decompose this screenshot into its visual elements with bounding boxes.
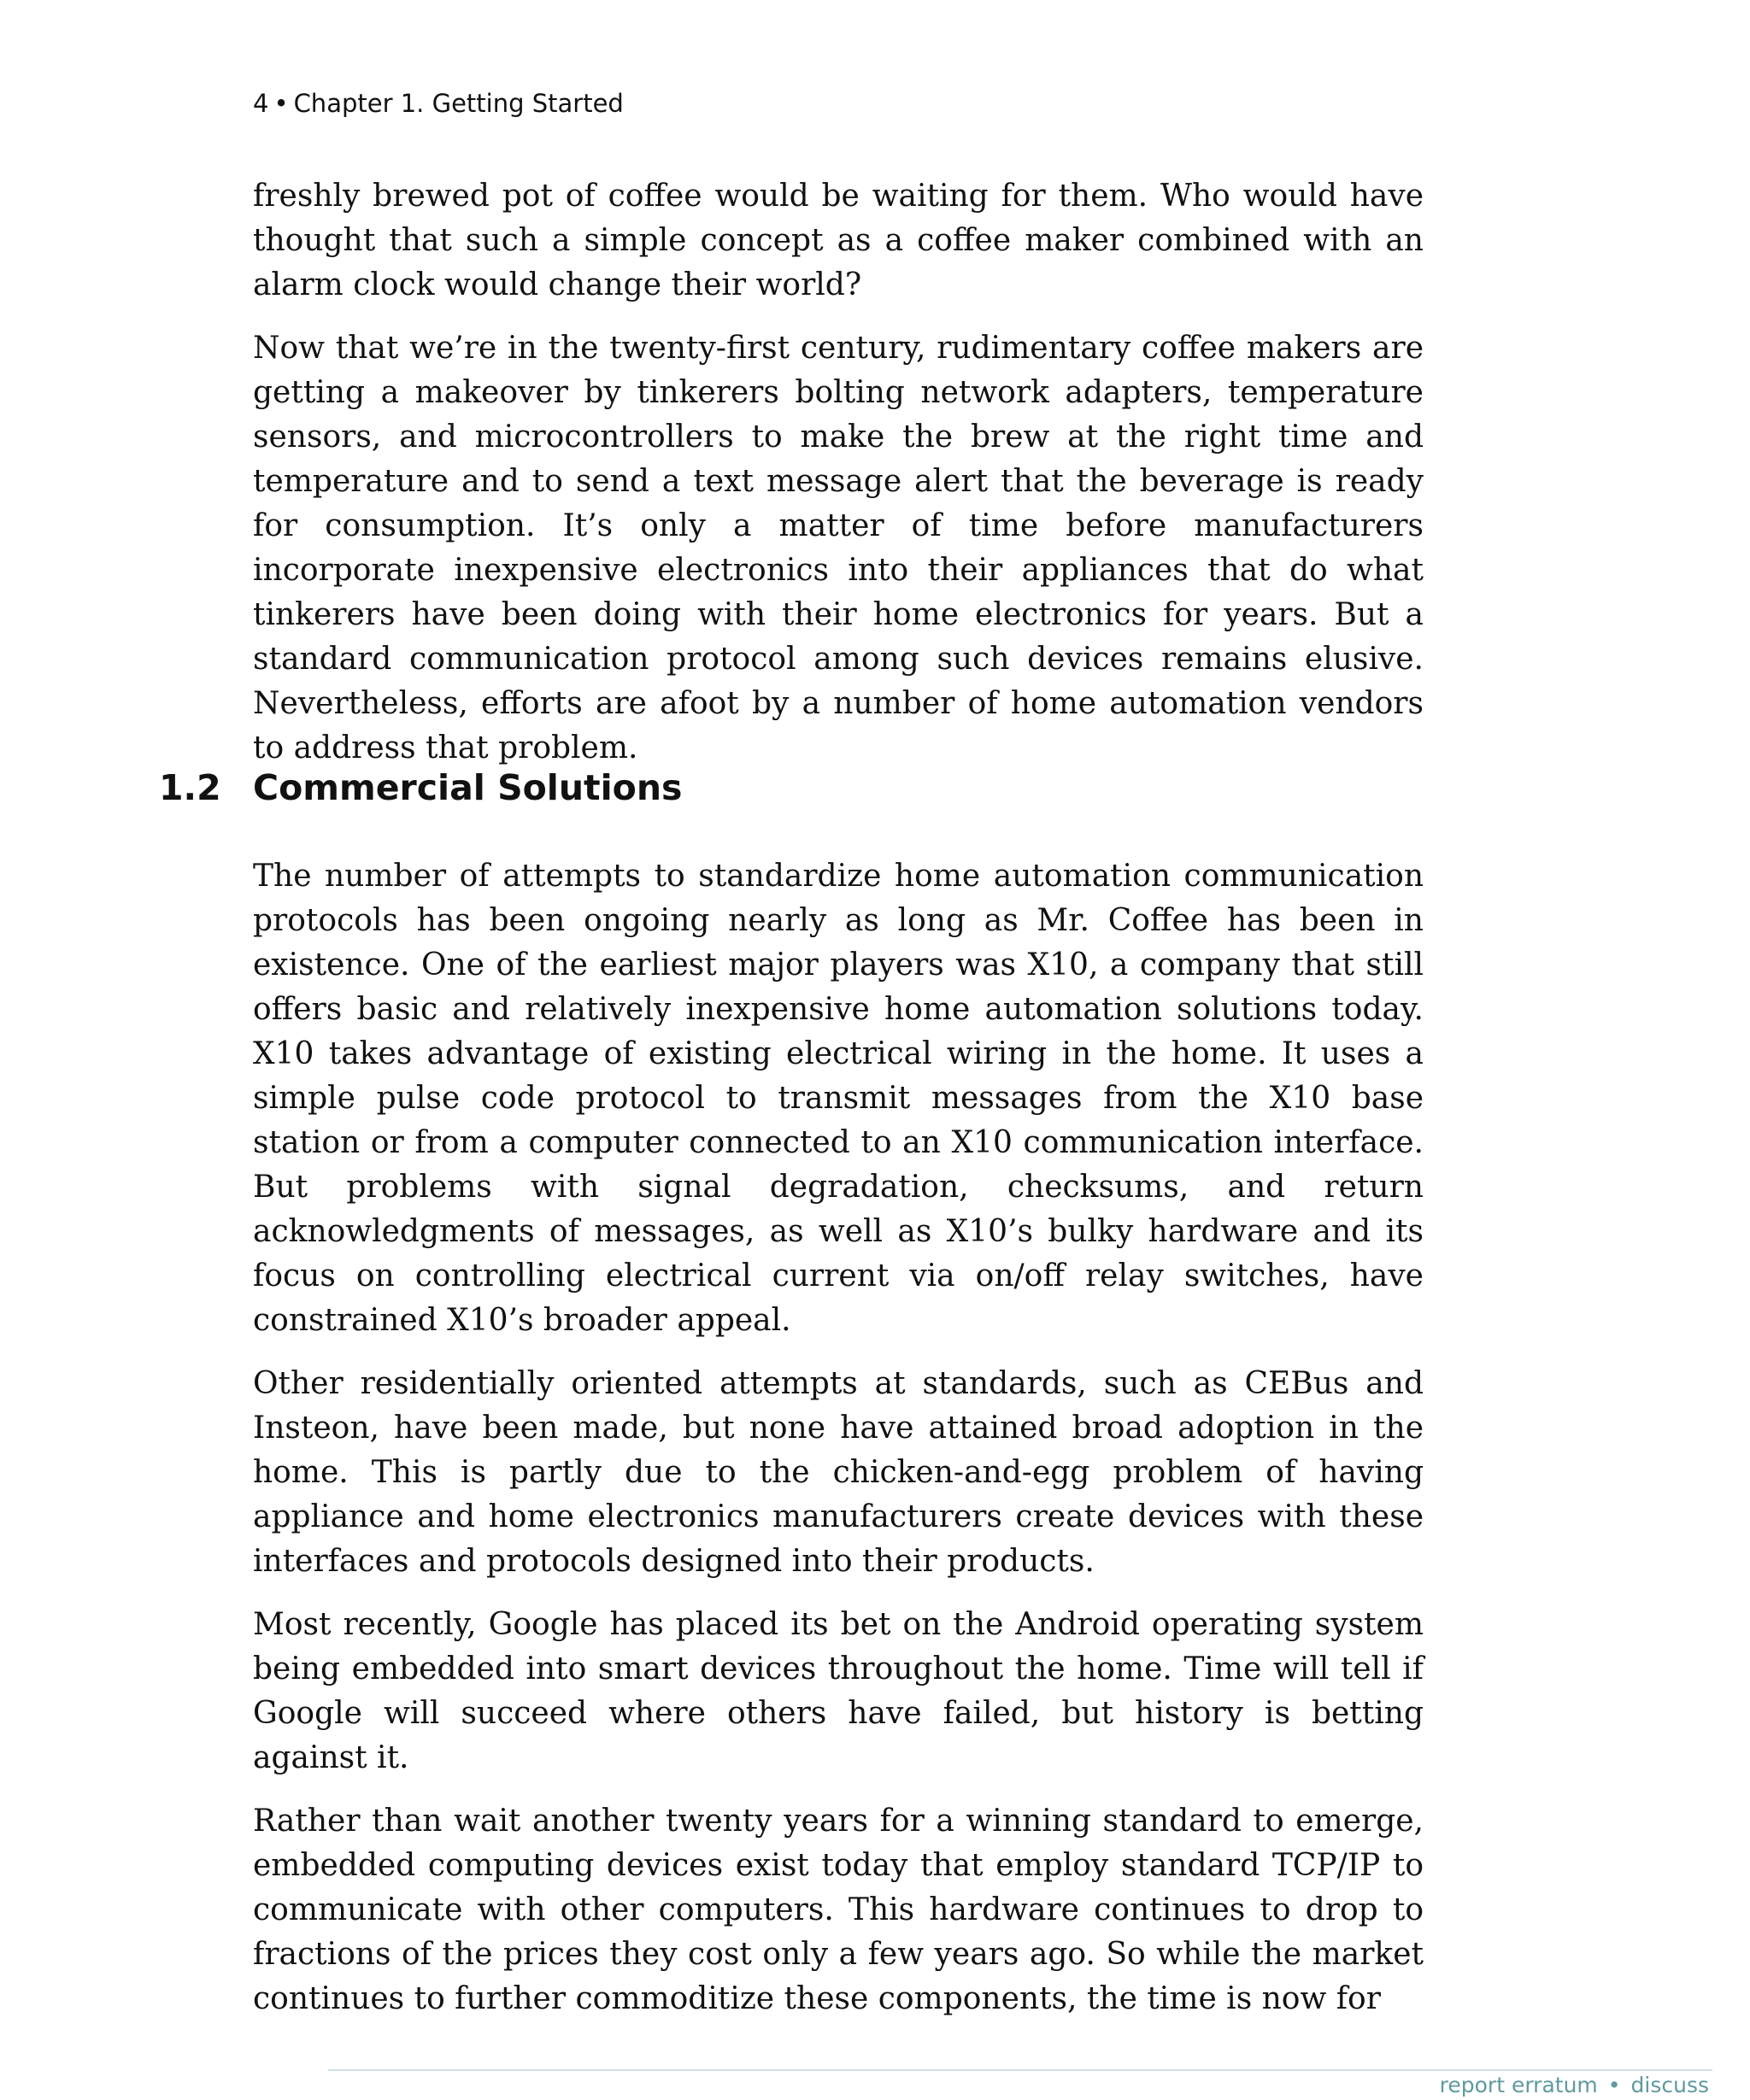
running-head xyxy=(253,89,624,118)
paragraph: Other residentially oriented attempts at standards, such as CEBus and Insteon, have been made, but none have attained broad adoption in the home. This is partly due to the chicken-and-egg problem of having appliance and home electronics manufacturers create devices with these interfaces and protocols designed into their products. xyxy=(253,1366,1424,1579)
footer-separator: • xyxy=(1607,2073,1621,2097)
section-number: 1.2 xyxy=(159,767,221,808)
running-head-separator: • xyxy=(273,89,289,118)
report-erratum-link[interactable]: report erratum xyxy=(1439,2073,1598,2097)
footer-links xyxy=(1440,2073,1709,2097)
section-heading xyxy=(159,767,682,808)
chapter-title: Chapter 1. Getting Started xyxy=(293,89,624,118)
footer-divider xyxy=(328,2069,1712,2071)
page-number: 4 xyxy=(253,89,269,118)
paragraph: Rather than wait another twenty years for a winning standard to emerge, embedded computing devices exist today that employ standard TCP/IP to communicate with other computers. This hardware continues to drop to fractions of the prices they cost only a few years ago. So while the market continues to further commoditize these components, the time is now for xyxy=(253,1804,1424,2016)
paragraph: Now that we’re in the twenty-first century, rudimentary coffee makers are getting a makeover by tinkerers bolting network adapters, temperature sensors, and microcontrollers to make the brew at the right time and temperature and to send a text message alert that the beverage is ready for consumption. It’s only a matter of time before manufacturers incorporate inexpensive electronics into their appliances that do what tinkerers have been doing with their home electronics for years. But a standard communication protocol among such devices remains elusive. Nevertheless, efforts are afoot by a number of home automation vendors to address that problem. xyxy=(253,331,1424,766)
paragraph: Most recently, Google has placed its bet on the Android operating system being embedded into smart devices throughout the home. Time will tell if Google will succeed where others have failed, but history is betting against it. xyxy=(253,1607,1424,1775)
paragraph: The number of attempts to standardize home automation communication protocols has been ongoing nearly as long as Mr. Coffee has been in existence. One of the earliest major players was X10, a company that still offers basic and relatively inexpensive home automation solutions today. X10 takes advantage of existing electrical wiring in the home. It uses a simple pulse code protocol to transmit messages from the X10 base station or from a computer connected to an X10 communication interface. But problems with signal degradation, checksums, and return acknowledgments of messages, as well as X10’s bulky hardware and its focus on controlling electrical current via on/off relay switches, have constrained X10’s broader appeal. xyxy=(253,859,1424,1338)
section-text-block xyxy=(253,854,1424,2021)
intro-text-block xyxy=(253,174,1424,771)
paragraph: freshly brewed pot of coffee would be waiting for them. Who would have thought that such a simple concept as a coffee maker combined with an alarm clock would change their world? xyxy=(253,179,1424,302)
section-title: Commercial Solutions xyxy=(253,767,683,808)
discuss-link[interactable]: discuss xyxy=(1630,2073,1709,2097)
